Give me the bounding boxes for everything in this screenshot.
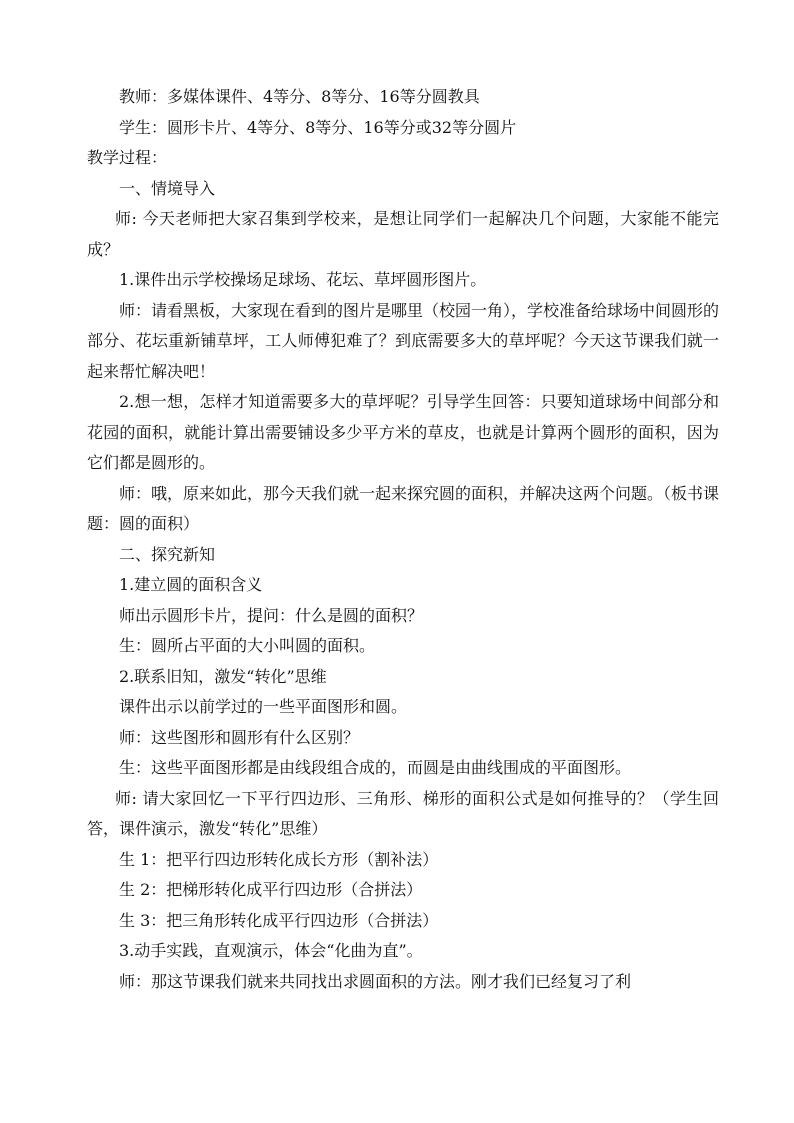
paragraph-student-2: 生 2：把梯形转化成平行四边形（合拼法）	[119, 880, 423, 899]
paragraph-step-1: 1.课件出示学校操场足球场、花坛、草坪圆形图片。	[119, 270, 487, 289]
paragraph-student-answer: 生：圆所占平面的大小叫圆的面积。	[119, 636, 376, 655]
paragraph-student-3: 生 3：把三角形转化成平行四边形（合拼法）	[119, 910, 439, 930]
paragraph-teacher-blackboard: 师：请看黑板，大家现在看到的图片是哪里（校园一角），学校准备给球场中间圆形的部分、花坛重新铺草坪，工人师傅犯难了？到底需要多大的草坪呢？今天这节课我们就一起来帮忙解决吧！	[87, 300, 720, 381]
lesson-plan-text	[87, 82, 719, 997]
paragraph-student-difference: 生：这些平面图形都是由线段组合成的，而圆是由曲线围成的平面图形。	[119, 758, 632, 777]
paragraph-teacher-recall: 师: 请大家回忆一下平行四边形、三角形、梯形的面积公式是如何推导的？（学生回答，课件演示，激发“转化”思维）	[87, 788, 719, 838]
section-heading-situation: 一、情境导入	[119, 178, 216, 198]
section-heading-explore: 二、探究新知	[119, 544, 216, 564]
teacher-materials: 教师：多媒体课件、4等分、8等分、16等分圆教具	[119, 87, 480, 106]
paragraph-teacher-explore: 师：哦，原来如此，那今天我们就一起来探究圆的面积，并解决这两个问题。（板书课题：圆的面积）	[87, 483, 720, 533]
paragraph-area-meaning: 1.建立圆的面积含义	[119, 575, 263, 594]
paragraph-link-knowledge: 2.联系旧知，激发“转化”思维	[119, 666, 327, 686]
paragraph-step-2: 2.想一想，怎样才知道需要多大的草坪呢？引导学生回答：只要知道球场中间部分和花园的面积，就能计算出需要铺设多少平方米的草皮，也就是计算两个圆形的面积，因为它们都是圆形的。	[87, 392, 719, 472]
paragraph-teacher-intro: 师: 今天老师把大家召集到学校来，是想让同学们一起解决几个问题，大家能不能完成？	[87, 209, 719, 259]
paragraph-show-card: 师出示圆形卡片，提问：什么是圆的面积？	[119, 605, 424, 625]
paragraph-step-3: 3.动手实践，直观演示，体会“化曲为直”。	[119, 941, 423, 960]
paragraph-teacher-method: 师：那这节课我们就来共同找出求圆面积的方法。刚才我们已经复习了利	[119, 971, 632, 991]
student-materials: 学生：圆形卡片、4等分、8等分、16等分或32等分圆片	[119, 117, 517, 137]
paragraph-teacher-question: 师：这些图形和圆形有什么区别？	[119, 727, 360, 747]
paragraph-show-shapes: 课件出示以前学过的一些平面图形和圆。	[119, 697, 408, 716]
paragraph-student-1: 生 1：把平行四边形转化成长方形（割补法）	[119, 849, 439, 869]
teaching-process-heading: 教学过程：	[87, 148, 168, 167]
